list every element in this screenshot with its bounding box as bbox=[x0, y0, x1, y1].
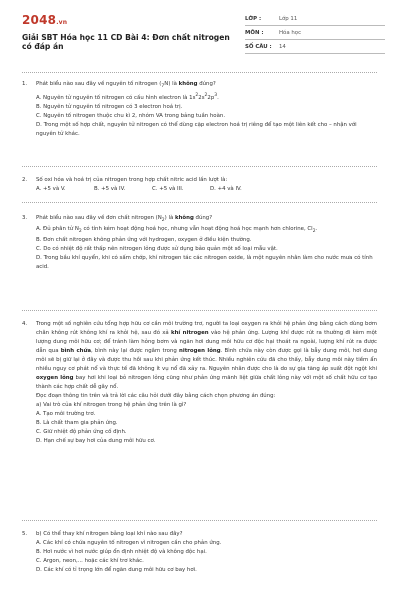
option-b[interactable]: B. Là chất tham gia phản ứng. bbox=[36, 420, 118, 426]
divider bbox=[22, 310, 377, 311]
option-d[interactable]: D. +4 và IV. bbox=[210, 186, 242, 192]
option-d[interactable]: D. Hạn chế sự bay hơi của dung môi hữu cơ. bbox=[36, 438, 156, 444]
divider bbox=[22, 166, 377, 167]
sub-question-a: a) Vai trò của khí nitrogen trong hệ phản ứng trên là gì? bbox=[36, 402, 187, 408]
document-title: Giải SBT Hóa học 11 CD Bài 4: Đơn chất nitrogen có đáp án bbox=[22, 33, 230, 51]
option-b[interactable]: B. Đơn chất nitrogen không phản ứng với hydrogen, oxygen ở điều kiện thường. bbox=[36, 237, 252, 244]
header bbox=[18, 0, 382, 60]
passage: Trong một số nghiên cứu tổng hợp hữu cơ cần môi trường trơ, người ta loại oxygen ra khỏi hệ phản ứng bằng cách dùng bơm chân không rút không khí ra khỏi hệ, sau đó xả khí nitrogen vào hệ phản ứng. Lượng khí được rút ra thường đi kèm một lượng dung môi hữu cơ; để tránh làm hỏng bơm và ngăn hơi dung môi hữu cơ độc hại thoát ra ngoài, lượng khí rút ra được dẫn qua bình chứa, bình này lại được ngâm trong nitrogen lỏng. Bình chứa này còn được gọi là bẫy dung môi, hơi dung môi sẽ bị giữ lại ở đây và được thu hồi sau khi phản ứng kết thúc. Nhiều nghiên cứu đã cho thấy, bẫy dung môi này tiềm ẩn nhiều nguy cơ phát nổ và thực tế đã không ít vụ nổ đã xảy ra. Nguyên nhân được cho là do sự gia tăng áp suất đột ngột khi oxygen lỏng bay hơi khi loại bỏ nitrogen lỏng cũng như phản ứng mãnh liệt giữa chất lỏng này với một số chất hữu cơ tạo thành các hợp chất dễ gây nổ. bbox=[36, 321, 378, 390]
option-c[interactable]: C. Giữ nhiệt độ phản ứng cố định. bbox=[36, 429, 127, 435]
option-d[interactable]: D. Trong bầu khí quyển, khi có sấm chớp, khí nitrogen tác các nitrogen oxide, là một nguyên nhân làm cho nước mưa có tính acid. bbox=[36, 255, 373, 271]
option-b[interactable]: B. Hơi nước vì hơi nước giúp ổn định nhiệt độ và không độc hại. bbox=[36, 549, 207, 555]
options-row bbox=[36, 185, 377, 194]
instruction: Đọc đoạn thông tin trên và trả lời các câu hỏi dưới đây bằng cách chọn phương án đúng: bbox=[36, 393, 276, 399]
question-number: 1. bbox=[22, 81, 28, 87]
question-3 bbox=[22, 214, 377, 272]
meta-key: LỚP : bbox=[245, 15, 262, 22]
question-4 bbox=[22, 320, 377, 446]
option-d[interactable]: D. Trong một số hợp chất, nguyên tử nitrogen có thể dùng cặp electron hoá trị riêng để tạo một liên kết cho – nhận với nguyên tử khác. bbox=[36, 121, 357, 137]
option-c[interactable]: C. +5 và III. bbox=[152, 186, 184, 192]
meta-value: Hóa học bbox=[279, 29, 302, 36]
meta-value: 14 bbox=[279, 43, 286, 50]
question-stem: Số oxi hóa và hoá trị của nitrogen trong hợp chất nitric acid lần lượt là: bbox=[36, 177, 228, 183]
option-a[interactable]: A. Nguyên tử nguyên tố nitrogen có cấu hình electron là $1s^22s^22p^3$. bbox=[36, 93, 219, 101]
question-2 bbox=[22, 176, 377, 194]
divider bbox=[22, 72, 377, 73]
meta-row-subject bbox=[245, 26, 385, 40]
meta-key: SỐ CÂU : bbox=[245, 43, 272, 50]
meta-key: MÔN : bbox=[245, 29, 264, 36]
meta-table bbox=[245, 12, 385, 54]
option-c[interactable]: C. Do có nhiệt độ rất thấp nên nitrogen lỏng được sử dụng bảo quản một số loại mẫu vật. bbox=[36, 246, 278, 253]
question-number: 4. bbox=[22, 321, 28, 327]
question-5 bbox=[22, 530, 377, 575]
divider bbox=[22, 520, 377, 521]
question-1 bbox=[22, 80, 377, 139]
option-b[interactable]: B. +5 và IV. bbox=[94, 186, 126, 192]
option-a[interactable]: A. Các khí có chứa nguyên tố nitrogen vì nitrogen cần cho phản ứng. bbox=[36, 540, 222, 546]
question-stem: Phát biểu nào sau đây về nguyên tố nitrogen $(_7N)$ là không đúng? bbox=[36, 81, 216, 90]
question-number: 2. bbox=[22, 177, 28, 183]
logo-text: 2048 bbox=[22, 13, 57, 27]
site-logo[interactable] bbox=[22, 13, 67, 27]
option-a[interactable]: A. Tạo môi trường trơ. bbox=[36, 411, 96, 417]
option-a[interactable]: A. Đủ phân tử $N_2$ có tính kém hoạt động hoá học, nhưng vẫn hoạt động hoá học mạnh hơn chlorine, $Cl_2$. bbox=[36, 226, 318, 235]
option-a[interactable]: A. +5 và V. bbox=[36, 186, 66, 192]
meta-value: Lớp 11 bbox=[279, 15, 298, 22]
option-c[interactable]: C. Argon, neon,... hoặc các khí trơ khác. bbox=[36, 558, 144, 564]
option-d[interactable]: D. Các khí có tỉ trọng lớn để ngăn dung môi hữu cơ bay hơi. bbox=[36, 567, 197, 573]
option-b[interactable]: B. Nguyên tử nguyên tố nitrogen có 3 electron hoá trị. bbox=[36, 103, 183, 110]
divider bbox=[22, 202, 377, 203]
meta-row-grade bbox=[245, 12, 385, 26]
question-stem: Phát biểu nào sau đây về đơn chất nitrogen $(N_2)$ là không đúng? bbox=[36, 215, 213, 224]
logo-suffix: .vn bbox=[56, 19, 68, 26]
question-stem: b) Có thể thay khí nitrogen bằng loại khí nào sau đây? bbox=[36, 531, 183, 537]
meta-row-count bbox=[245, 40, 385, 54]
option-c[interactable]: C. Nguyên tố nitrogen thuộc chu kì 2, nhóm VA trong bảng tuần hoàn. bbox=[36, 112, 226, 119]
question-number: 3. bbox=[22, 215, 28, 221]
question-number: 5. bbox=[22, 531, 28, 537]
